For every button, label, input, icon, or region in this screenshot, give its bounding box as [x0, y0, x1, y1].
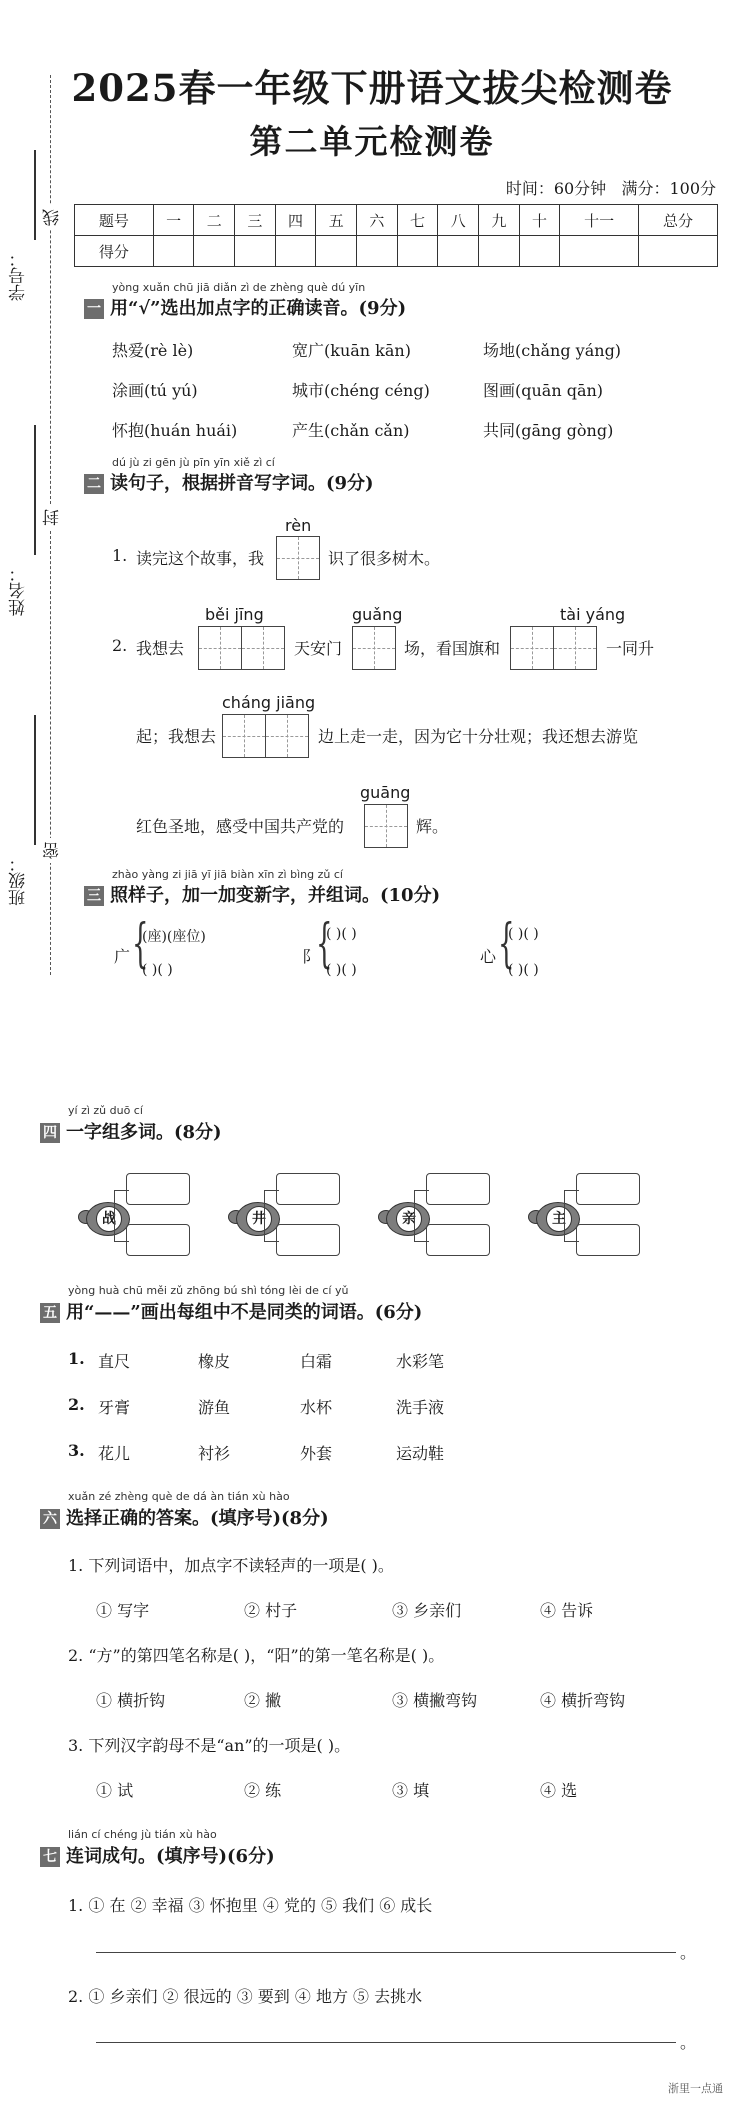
- score-cell: 六: [357, 205, 398, 236]
- s1-item[interactable]: 共同(gāng gòng): [483, 421, 614, 440]
- s2-q2-text-d: 一同升: [606, 639, 655, 658]
- name-label: 姓名：: [9, 565, 29, 616]
- section6-pinyin: xuǎn zé zhèng què de dá àn tián xù hào: [68, 1490, 290, 1503]
- score-blank[interactable]: [560, 236, 639, 267]
- s6-option[interactable]: ③ 填: [392, 1781, 430, 1800]
- s5-no: 2.: [68, 1395, 85, 1414]
- pinyin-prompt: rèn: [285, 516, 312, 535]
- section1-title: 用“√”选出加点字的正确读音。(9分): [110, 298, 407, 319]
- s3-root: 心: [480, 947, 497, 966]
- s1-item[interactable]: 怀抱(huán huái): [112, 421, 238, 440]
- s5-word[interactable]: 洗手液: [396, 1398, 445, 1417]
- score-table-score-row: [75, 236, 718, 267]
- exam-title: 2025春一年级下册语文拔尖检测卷: [71, 66, 673, 110]
- score-blank[interactable]: [397, 236, 438, 267]
- word-box[interactable]: [276, 1224, 340, 1256]
- section7-number: 七: [40, 1847, 60, 1867]
- brace-icon: {: [498, 914, 515, 974]
- s2-q2-no: 2.: [112, 636, 128, 655]
- s3-root: 阝: [302, 947, 319, 966]
- word-box[interactable]: [426, 1224, 490, 1256]
- s3-row[interactable]: ( )( ): [508, 962, 539, 978]
- brace-icon: {: [316, 914, 333, 974]
- score-blank[interactable]: [519, 236, 560, 267]
- section5-number: 五: [40, 1303, 60, 1323]
- s6-option[interactable]: ① 试: [96, 1781, 134, 1800]
- binding-mi: 密: [40, 838, 65, 863]
- s4-char: 战: [96, 1206, 122, 1232]
- watermark: 浙里一点通: [668, 2082, 723, 2095]
- exam-meta: [506, 176, 716, 199]
- s5-word[interactable]: 白霜: [300, 1352, 333, 1371]
- s6-option[interactable]: ② 撇: [244, 1691, 282, 1710]
- word-box[interactable]: [576, 1224, 640, 1256]
- writing-grid[interactable]: [276, 536, 320, 580]
- s2-q3-text-a: 起；我想去: [136, 727, 217, 746]
- score-cell: 十一: [560, 205, 639, 236]
- s1-item[interactable]: 产生(chǎn cǎn): [292, 421, 410, 440]
- s1-item[interactable]: 城市(chéng céng): [292, 381, 430, 400]
- s2-q1-no: 1.: [112, 546, 128, 565]
- s5-word[interactable]: 游鱼: [198, 1398, 231, 1417]
- score-cell: 二: [194, 205, 235, 236]
- word-box[interactable]: [576, 1173, 640, 1205]
- s2-q2-text-c: 场，看国旗和: [404, 639, 501, 658]
- score-blank[interactable]: [639, 236, 718, 267]
- section4-number: 四: [40, 1123, 60, 1143]
- section5-heading: [40, 1298, 422, 1324]
- score-cell: 十: [519, 205, 560, 236]
- class-label: 班级：: [9, 855, 29, 906]
- s5-word[interactable]: 橡皮: [198, 1352, 231, 1371]
- writing-grid[interactable]: [198, 626, 242, 670]
- period-mark: 。: [680, 1943, 697, 1962]
- s5-word[interactable]: 外套: [300, 1444, 333, 1463]
- s1-item[interactable]: 场地(chǎng yáng): [483, 341, 622, 360]
- score-blank[interactable]: [194, 236, 235, 267]
- section3-heading: [84, 881, 440, 907]
- section2-title: 读句子，根据拼音写字词。(9分): [110, 473, 374, 494]
- score-cell: 五: [316, 205, 357, 236]
- section7-title: 连词成句。(填序号)(6分): [66, 1846, 275, 1867]
- s6-option[interactable]: ① 写字: [96, 1601, 150, 1620]
- score-table-header-row: [75, 205, 718, 236]
- section2-heading: [84, 469, 374, 495]
- writing-grid[interactable]: [222, 714, 266, 758]
- writing-grid[interactable]: [510, 626, 554, 670]
- s2-q4-text-b: 辉。: [416, 817, 449, 836]
- section3-pinyin: zhào yàng zi jiā yī jiā biàn xīn zì bìng zǔ cí: [112, 868, 343, 881]
- writing-grid[interactable]: [352, 626, 396, 670]
- s6-q2: 2. “方”的第四笔名称是( )，“阳”的第一笔名称是( )。: [68, 1646, 445, 1665]
- s2-q2-text-a: 我想去: [136, 639, 185, 658]
- score-cell: 四: [275, 205, 316, 236]
- time-label: 时间：60分钟: [505, 179, 607, 198]
- binding-feng: 封: [40, 505, 65, 530]
- s3-row[interactable]: ( )( ): [326, 962, 357, 978]
- score-label: 满分：100分: [621, 179, 716, 198]
- s6-q1: 1. 下列词语中，加点字不读轻声的一项是( )。: [68, 1556, 394, 1575]
- section1-heading: [84, 294, 406, 320]
- score-cell: 七: [397, 205, 438, 236]
- section1-pinyin: yòng xuǎn chū jiā diǎn zì de zhèng què dú yīn: [112, 281, 366, 294]
- s5-word[interactable]: 运动鞋: [396, 1444, 445, 1463]
- s3-row[interactable]: ( )( ): [142, 962, 173, 978]
- student-id-line: [34, 150, 36, 240]
- binding-xian: 线: [40, 205, 65, 230]
- s4-char: 井: [246, 1206, 272, 1232]
- pinyin-prompt: běi jīng: [205, 605, 264, 624]
- s4-char: 主: [546, 1206, 572, 1232]
- score-cell: 题号: [75, 205, 154, 236]
- score-blank[interactable]: [438, 236, 479, 267]
- pinyin-prompt: guǎng: [352, 605, 403, 624]
- s2-q3-text-b: 边上走一走，因为它十分壮观；我还想去游览: [318, 727, 639, 746]
- section2-pinyin: dú jù zi gēn jù pīn yīn xiě zì cí: [112, 456, 275, 469]
- section7-heading: [40, 1842, 275, 1868]
- section5-title: 用“——”画出每组中不是同类的词语。(6分): [66, 1302, 423, 1323]
- answer-line[interactable]: [96, 2042, 676, 2043]
- word-box[interactable]: [126, 1224, 190, 1256]
- word-box[interactable]: [126, 1173, 190, 1205]
- pinyin-prompt: cháng jiāng: [222, 693, 316, 712]
- section3-number: 三: [84, 886, 104, 906]
- score-cell: 九: [479, 205, 520, 236]
- score-row-label: 得分: [75, 236, 154, 267]
- score-cell: 八: [438, 205, 479, 236]
- class-line: [34, 715, 36, 845]
- section6-title: 选择正确的答案。(填序号)(8分): [66, 1508, 329, 1529]
- word-box[interactable]: [426, 1173, 490, 1205]
- name-line: [34, 425, 36, 555]
- score-blank[interactable]: [479, 236, 520, 267]
- score-cell: 总分: [639, 205, 718, 236]
- section4-pinyin: yí zì zǔ duō cí: [68, 1104, 143, 1117]
- s7-q2: 2. ① 乡亲们 ② 很远的 ③ 要到 ④ 地方 ⑤ 去挑水: [68, 1987, 423, 2006]
- section6-number: 六: [40, 1509, 60, 1529]
- writing-grid[interactable]: [364, 804, 408, 848]
- s6-option[interactable]: ③ 乡亲们: [392, 1601, 462, 1620]
- s4-char: 亲: [396, 1206, 422, 1232]
- s5-word[interactable]: 花儿: [98, 1444, 131, 1463]
- s1-item[interactable]: 宽广(kuān kān): [292, 341, 411, 360]
- student-id-label: 学号：: [9, 250, 29, 301]
- s6-option[interactable]: ③ 横撇弯钩: [392, 1691, 478, 1710]
- s5-word[interactable]: 水杯: [300, 1398, 333, 1417]
- s2-q4-text-a: 红色圣地，感受中国共产党的: [136, 817, 345, 836]
- brace-icon: {: [132, 914, 149, 974]
- s3-row[interactable]: (座)(座位): [142, 929, 206, 945]
- s2-q2-text-b: 天安门: [294, 639, 343, 658]
- s1-item[interactable]: 涂画(tú yú): [112, 381, 198, 400]
- s6-option[interactable]: ④ 横折弯钩: [540, 1691, 626, 1710]
- section2-number: 二: [84, 474, 104, 494]
- writing-grid[interactable]: [265, 714, 309, 758]
- s6-option[interactable]: ④ 告诉: [540, 1601, 594, 1620]
- s6-option[interactable]: ② 村子: [244, 1601, 298, 1620]
- pinyin-prompt: guāng: [360, 783, 411, 802]
- section7-pinyin: lián cí chéng jù tián xù hào: [68, 1828, 217, 1841]
- section6-heading: [40, 1504, 329, 1530]
- section4-heading: [40, 1118, 222, 1144]
- s2-q1-text-b: 识了很多树木。: [328, 549, 441, 568]
- period-mark: 。: [680, 2033, 697, 2052]
- s3-root: 广: [114, 947, 131, 966]
- writing-grid[interactable]: [241, 626, 285, 670]
- pinyin-prompt: tài yáng: [560, 605, 626, 624]
- s6-q3: 3. 下列汉字韵母不是“an”的一项是( )。: [68, 1736, 351, 1755]
- s6-option[interactable]: ④ 选: [540, 1781, 578, 1800]
- section5-pinyin: yòng huà chū měi zǔ zhōng bú shì tóng lèi de cí yǔ: [68, 1284, 349, 1297]
- s2-q1-text-a: 读完这个故事，我: [136, 549, 265, 568]
- section4-title: 一字组多词。(8分): [66, 1122, 222, 1143]
- section3-title: 照样子，加一加变新字，并组词。(10分): [110, 885, 441, 906]
- score-cell: 三: [235, 205, 276, 236]
- s5-word[interactable]: 直尺: [98, 1352, 131, 1371]
- s6-option[interactable]: ① 横折钩: [96, 1691, 166, 1710]
- s3-row[interactable]: ( )( ): [508, 926, 539, 942]
- score-cell: 一: [153, 205, 194, 236]
- s5-word[interactable]: 衬衫: [198, 1444, 231, 1463]
- score-blank[interactable]: [235, 236, 276, 267]
- exam-subtitle: 第二单元检测卷: [249, 122, 495, 161]
- score-table: [74, 204, 718, 267]
- s5-no: 3.: [68, 1441, 85, 1460]
- s5-no: 1.: [68, 1349, 85, 1368]
- s5-word[interactable]: 牙膏: [98, 1398, 131, 1417]
- answer-line[interactable]: [96, 1952, 676, 1953]
- score-blank[interactable]: [153, 236, 194, 267]
- section1-number: 一: [84, 299, 104, 319]
- score-blank[interactable]: [275, 236, 316, 267]
- s6-option[interactable]: ② 练: [244, 1781, 282, 1800]
- word-box[interactable]: [276, 1173, 340, 1205]
- s7-q1: 1. ① 在 ② 幸福 ③ 怀抱里 ④ 党的 ⑤ 我们 ⑥ 成长: [68, 1896, 433, 1915]
- s3-row[interactable]: ( )( ): [326, 926, 357, 942]
- s1-item[interactable]: 热爱(rè lè): [112, 341, 194, 360]
- s1-item[interactable]: 图画(quān qān): [483, 381, 604, 400]
- s5-word[interactable]: 水彩笔: [396, 1352, 445, 1371]
- score-blank[interactable]: [316, 236, 357, 267]
- score-blank[interactable]: [357, 236, 398, 267]
- writing-grid[interactable]: [553, 626, 597, 670]
